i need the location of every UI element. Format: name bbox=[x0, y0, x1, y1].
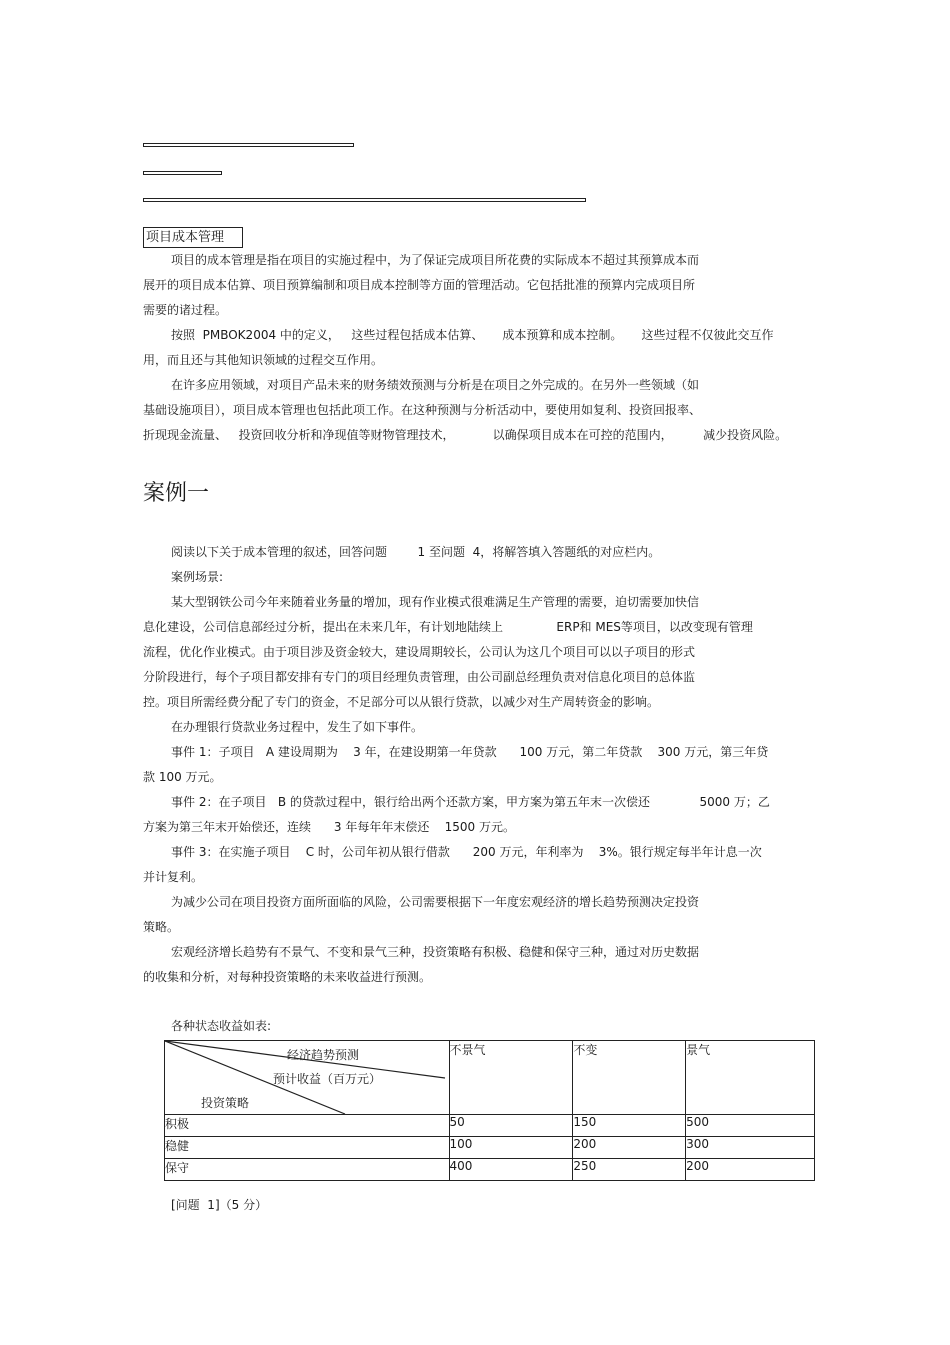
intro-line: 需要的诸过程。 bbox=[143, 303, 228, 317]
case-line: 流程，优化作业模式。由于项目涉及资金较大，建设周期较长，公司认为这几个项目可以以子项目的形式 bbox=[143, 645, 696, 659]
case-line: 并计复利。 bbox=[143, 870, 204, 884]
case-line: 控。项目所需经费分配了专门的资金，不足部分可以从银行贷款，以减少对生产周转资金的影响。 bbox=[143, 695, 660, 709]
case-line: 事件 3：在实施子项目 C 时，公司年初从银行借款 200 万元，年利率为 3%。银行规定每半年计息一次 bbox=[171, 845, 762, 859]
table-caption: 各种状态收益如表: bbox=[171, 1019, 272, 1033]
case-line: 策略。 bbox=[143, 920, 180, 934]
column-header: 不景气 bbox=[449, 1041, 573, 1115]
case-line: 宏观经济增长趋势有不景气、不变和景气三种，投资策略有积极、稳健和保守三种，通过对历史数据 bbox=[171, 945, 700, 959]
header-bar-2 bbox=[143, 171, 222, 175]
table-cell: 500 bbox=[686, 1115, 815, 1137]
intro-line: 按照 PMBOK2004 中的定义， 这些过程包括成本估算、 成本预算和成本控制。 这些过程不仅彼此交互作 bbox=[171, 328, 774, 342]
header-bar-3 bbox=[143, 198, 586, 202]
table-row bbox=[165, 1137, 815, 1159]
case-line: 事件 1：子项目 A 建设周期为 3 年，在建设期第一年贷款 100 万元，第二年贷款 300 万元，第三年贷 bbox=[171, 745, 769, 759]
table-cell: 300 bbox=[686, 1137, 815, 1159]
intro-line: 用，而且还与其他知识领域的过程交互作用。 bbox=[143, 353, 384, 367]
table-row bbox=[165, 1115, 815, 1137]
question-1-heading: [问题 1]（5 分） bbox=[171, 1198, 268, 1212]
column-header: 景气 bbox=[686, 1041, 815, 1115]
revenue-table bbox=[164, 1040, 815, 1181]
table-row bbox=[165, 1159, 815, 1181]
intro-line: 项目的成本管理是指在项目的实施过程中，为了保证完成项目所花费的实际成本不超过其预算成本而 bbox=[171, 253, 700, 267]
row-label: 稳健 bbox=[165, 1137, 450, 1159]
table-cell: 50 bbox=[449, 1115, 573, 1137]
table-cell: 400 bbox=[449, 1159, 573, 1181]
case-line: 为减少公司在项目投资方面所面临的风险，公司需要根据下一年度宏观经济的增长趋势预测决定投资 bbox=[171, 895, 700, 909]
diag-top-label: 经济趋势预测 bbox=[287, 1048, 360, 1062]
section-title: 项目成本管理 bbox=[143, 227, 243, 248]
intro-line: 展开的项目成本估算、项目预算编制和项目成本控制等方面的管理活动。它包括批准的预算内完成项目所 bbox=[143, 278, 696, 292]
case-line: 某大型钢铁公司今年来随着业务量的增加，现有作业模式很难满足生产管理的需要，迫切需要加快信 bbox=[171, 595, 700, 609]
case-line: 阅读以下关于成本管理的叙述，回答问题 1 至问题 4，将解答填入答题纸的对应栏内。 bbox=[171, 545, 661, 559]
case-title: 案例一 bbox=[143, 481, 210, 506]
case-line: 款 100 万元。 bbox=[143, 770, 222, 784]
case-line: 在办理银行贷款业务过程中，发生了如下事件。 bbox=[171, 720, 424, 734]
intro-line: 折现现金流量、 投资回收分析和净现值等财物管理技术， 以确保项目成本在可控的范围内， 减少投资风险。 bbox=[143, 428, 788, 442]
row-label: 积极 bbox=[165, 1115, 450, 1137]
case-line: 方案为第三年末开始偿还，连续 3 年每年年末偿还 1500 万元。 bbox=[143, 820, 515, 834]
intro-line: 在许多应用领域，对项目产品未来的财务绩效预测与分析是在项目之外完成的。在另外一些领域（如 bbox=[171, 378, 700, 392]
case-line: 事件 2：在子项目 B 的贷款过程中，银行给出两个还款方案，甲方案为第五年末一次偿还 5000 万；乙 bbox=[171, 795, 770, 809]
table-cell: 150 bbox=[573, 1115, 686, 1137]
table-cell: 100 bbox=[449, 1137, 573, 1159]
column-header: 不变 bbox=[573, 1041, 686, 1115]
row-label: 保守 bbox=[165, 1159, 450, 1181]
diagonal-header-cell bbox=[165, 1041, 450, 1115]
table-cell: 250 bbox=[573, 1159, 686, 1181]
intro-line: 基础设施项目），项目成本管理也包括此项工作。在这种预测与分析活动中，要使用如复利、投资回报率、 bbox=[143, 403, 702, 417]
table-cell: 200 bbox=[686, 1159, 815, 1181]
table-header-row bbox=[165, 1041, 815, 1115]
diag-mid-label: 预计收益（百万元） bbox=[273, 1072, 382, 1086]
table-cell: 200 bbox=[573, 1137, 686, 1159]
case-line: 的收集和分析，对每种投资策略的未来收益进行预测。 bbox=[143, 970, 432, 984]
header-bar-1 bbox=[143, 143, 354, 147]
diag-bottom-label: 投资策略 bbox=[201, 1096, 250, 1110]
case-line: 分阶段进行，每个子项目都安排有专门的项目经理负责管理，由公司副总经理负责对信息化项目的总体监 bbox=[143, 670, 696, 684]
case-line: 案例场景: bbox=[171, 570, 224, 584]
case-line: 息化建设，公司信息部经过分析，提出在未来几年，有计划地陆续上 ERP和 MES等项目，以改变现有管理 bbox=[143, 620, 753, 634]
